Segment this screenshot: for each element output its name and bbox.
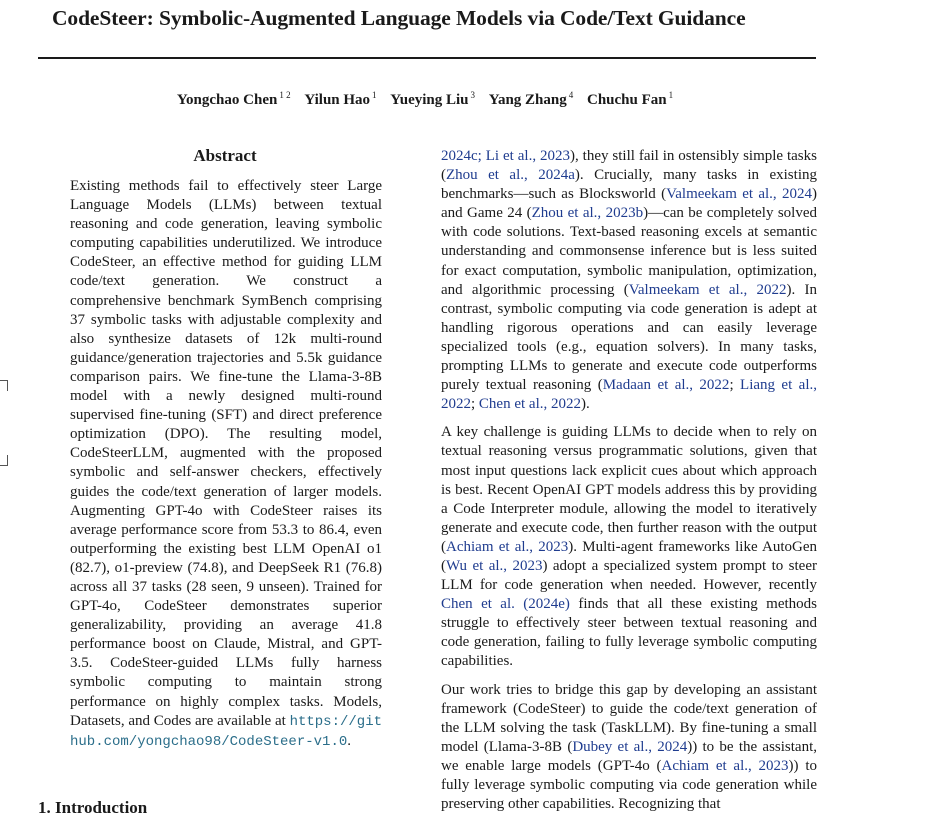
- margin-bracket-bottom: [0, 455, 8, 466]
- paragraph: 2024c; Li et al., 2023), they still fail in ostensibly simple tasks (Zhou et al., 2024a). Crucially, many tasks in existing benchmarks—such as Blocksworld (Valmeekam et al., 2024) and Game 24 (Zhou et al., 2023b)—can be completely solved with code solutions. Text-based reasoning excels at semantic understanding and commonsense inference but is less suited for exact computation, symbolic manipulation, optimization, and algorithmic processing (Valmeekam et al., 2022). In contrast, symbolic computing via code generation is adept at handling rigorous operations and can easily leverage specialized tools (e.g., equation solvers). In many tasks, prompting LLMs to generate and execute code outperforms purely textual reasoning (Madaan et al., 2022; Liang et al., 2022; Chen et al., 2022).: [441, 148, 818, 413]
- citation-link[interactable]: Valmeekam et al., 2024: [666, 186, 812, 203]
- citation-link[interactable]: Achiam et al., 2023: [446, 538, 569, 555]
- citation-link[interactable]: Zhou et al., 2023b: [531, 205, 644, 222]
- citation-link[interactable]: Dubey et al., 2024: [572, 738, 688, 755]
- author: Chuchu Fan $^1$: [586, 90, 674, 108]
- abstract-body: [70, 177, 382, 752]
- citation-link[interactable]: Chen et al., 2022: [478, 396, 581, 413]
- citation-link[interactable]: 2024c; Li et al., 2023: [441, 148, 570, 164]
- margin-bracket-top: [0, 380, 8, 391]
- title-rule: [38, 57, 816, 59]
- section-heading-introduction: 1. Introduction: [38, 798, 148, 817]
- author: Yueying Liu $^3$: [390, 90, 476, 108]
- citation-link[interactable]: Wu et al., 2023: [446, 557, 543, 574]
- citation-link[interactable]: Chen et al. (2024e): [441, 596, 570, 613]
- author: Yongchao Chen $^{1 2}$: [176, 90, 291, 108]
- abstract-end: .: [347, 732, 351, 749]
- abstract-text: Existing methods fail to effectively steer Large Language Models (LLMs) between textual reasoning and code generation, leaving symbolic computing capabilities underutilized. We introduce CodeSteer, an effective method for guiding LLM code/text generation. We construct a comprehensive benchmark SymBench comprising 37 symbolic tasks with adjustable complexity and also synthesize datasets of 12k multi-round guidance/generation trajectories and 5.5k guidance comparison pairs. We fine-tune the Llama-3-8B model with a newly designed multi-round supervised fine-tuning (SFT) and direct preference optimization (DPO). The resulting model, CodeSteerLLM, augmented with the proposed symbolic and self-answer checkers, effectively guides the code/text generation of larger models. Augmenting GPT-4o with CodeSteer raises its average performance score from 53.3 to 86.4, even outperforming the existing best LLM OpenAI o1 (82.7), o1-preview (74.8), and DeepSeek R1 (76.8) across all 37 tasks (28 seen, 9 unseen). Trained for GPT-4o, CodeSteer demonstrates superior generalizability, providing an average 41.8 performance boost on Claude, Mistral, and GPT-3.5. CodeSteer-guided LLMs fully harness symbolic computing to maintain strong performance on highly complex tasks. Models, Datasets, and Codes are available at: [70, 178, 382, 729]
- code-repository-link[interactable]: https://github.com/yongchao98/CodeSteer-v1.0: [70, 713, 382, 750]
- author-list: [0, 90, 850, 109]
- citation-link[interactable]: Achiam et al., 2023: [661, 757, 789, 774]
- citation-link[interactable]: Zhou et al., 2024a: [446, 167, 575, 184]
- paragraph: A key challenge is guiding LLMs to decide when to rely on textual reasoning versus programmatic solutions, given that most input questions lack explicit cues about which approach is best. Recent OpenAI GPT models address this by providing a Code Interpreter module, allowing the model to iteratively generate and execute code, then further reason with the output (Achiam et al., 2023). Multi-agent frameworks like AutoGen (Wu et al., 2023) adopt a specialized system prompt to steer LLM for code generation when needed. However, recently Chen et al. (2024e) finds that all these existing methods struggle to effectively steer between textual reasoning and code generation, failing to fully leverage symbolic computing capabilities.: [441, 424, 817, 670]
- paper-title: CodeSteer: Symbolic-Augmented Language Models via Code/Text Guidance: [52, 6, 746, 30]
- paragraph: Our work tries to bridge this gap by developing an assistant framework (CodeSteer) to guide the code/text generation of the LLM solving the task (TaskLLM). By fine-tuning a small model (Llama-3-8B (Dubey et al., 2024)) to be the assistant, we enable large models (GPT-4o (Achiam et al., 2023)) to fully leverage symbolic computing via code generation while preserving other capabilities. Recognizing that: [441, 681, 817, 813]
- citation-link[interactable]: Liang et al., 2022: [441, 377, 818, 413]
- citation-link[interactable]: Valmeekam et al., 2022: [628, 281, 787, 298]
- author: Yang Zhang $^4$: [488, 90, 574, 108]
- citation-link[interactable]: Madaan et al., 2022: [602, 377, 730, 394]
- abstract-heading: Abstract: [193, 146, 257, 165]
- introduction-column: [441, 147, 817, 823]
- author: Yilun Hao $^1$: [304, 90, 377, 108]
